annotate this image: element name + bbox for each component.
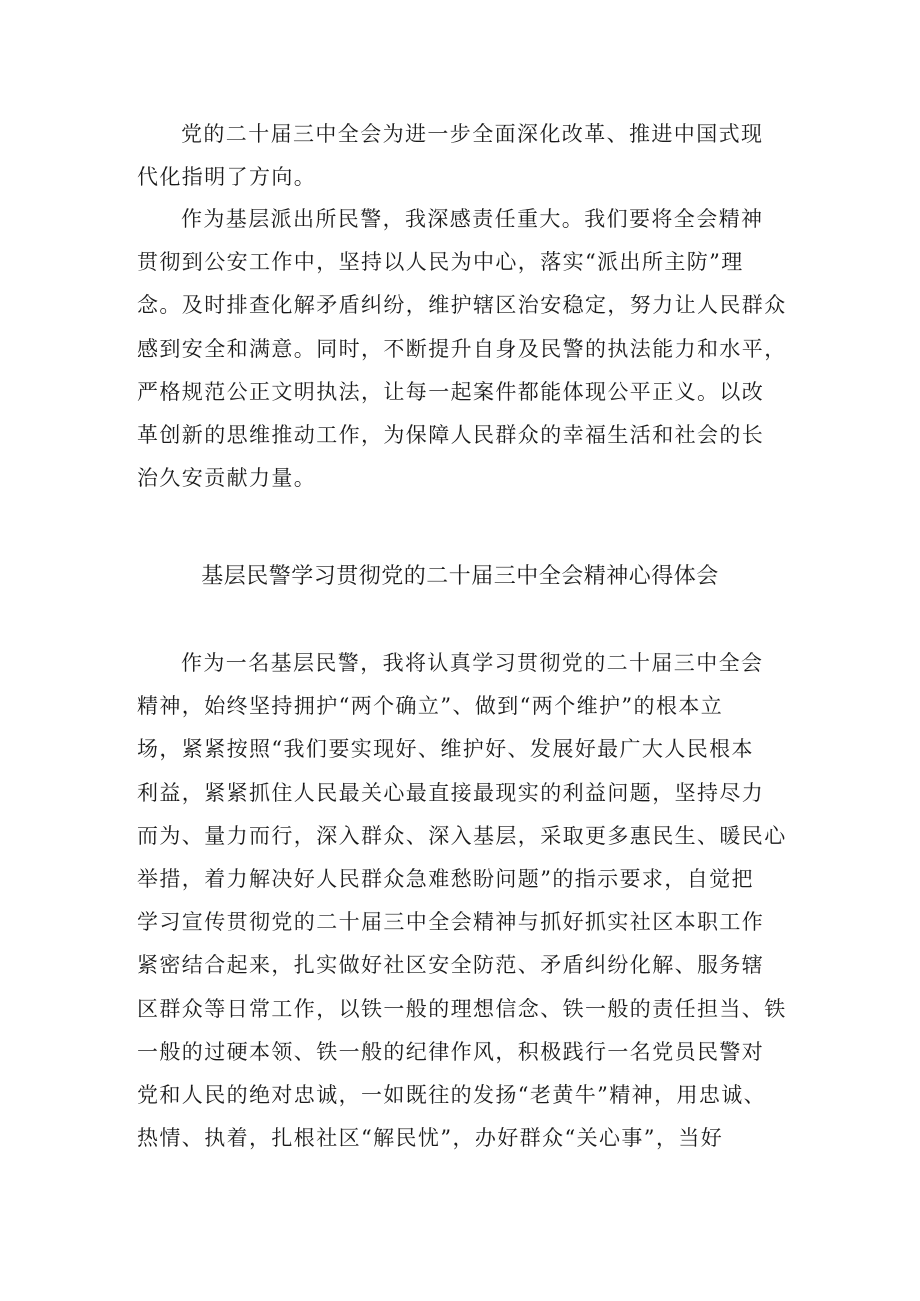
paragraph-line: 热情、执着，扎根社区“解民忧”，办好群众“关心事”，当好 [137, 1126, 724, 1151]
paragraph-line: 感到安全和满意。同时，不断提升自身及民警的执法能力和水平， [137, 336, 787, 361]
paragraph-line: 举措，着力解决好人民群众急难愁盼问题”的指示要求，自觉把 [137, 866, 754, 891]
paragraph-line: 严格规范公正文明执法，让每一起案件都能体现公平正义。以改 [137, 379, 765, 404]
paragraph-line: 一般的过硬本领、铁一般的纪律作风，积极践行一名党员民警对 [137, 1039, 765, 1064]
paragraph-line: 而为、量力而行，深入群众、深入基层，采取更多惠民生、暖民心 [137, 823, 787, 848]
paragraph-line: 革创新的思维推动工作，为保障人民群众的幸福生活和社会的长 [137, 422, 765, 447]
paragraph-line: 作为基层派出所民警，我深感责任重大。我们要将全会精神 [181, 207, 764, 231]
second-paragraph [137, 198, 789, 500]
paragraph-line: 区群众等日常工作，以铁一般的理想信念、铁一般的责任担当、铁 [137, 996, 787, 1021]
paragraph-line: 学习宣传贯彻党的二十届三中全会精神与抓好抓实社区本职工作 [137, 910, 765, 935]
paragraph-line: 念。及时排查化解矛盾纠纷，维护辖区治安稳定，努力让人民群众 [137, 293, 787, 318]
paragraph-line: 贯彻到公安工作中，坚持以人民为中心，落实“派出所主防”理 [137, 250, 744, 275]
paragraph-line: 作为一名基层民警，我将认真学习贯彻党的二十届三中全会 [181, 651, 764, 675]
section-heading: 基层民警学习贯彻党的二十届三中全会精神心得体会 [201, 564, 719, 589]
paragraph-line: 党和人民的绝对忠诚，一如既往的发扬“老黄牛”精神，用忠诚、 [137, 1082, 767, 1107]
paragraph-line: 代化指明了方向。 [137, 165, 317, 190]
intro-paragraph [137, 113, 789, 199]
paragraph-line: 治久安贡献力量。 [137, 466, 317, 491]
paragraph-line: 精神，始终坚持拥护“两个确立”、做到“两个维护”的根本立 [137, 694, 724, 719]
third-paragraph [137, 642, 789, 1160]
paragraph-line: 紧密结合起来，扎实做好社区安全防范、矛盾纠纷化解、服务辖 [137, 953, 765, 978]
paragraph-line: 场，紧紧按照“我们要实现好、维护好、发展好最广大人民根本 [137, 737, 754, 762]
paragraph-line: 党的二十届三中全会为进一步全面深化改革、推进中国式现 [181, 122, 764, 146]
paragraph-line: 利益，紧紧抓住人民最关心最直接最现实的利益问题，坚持尽力 [137, 780, 765, 805]
